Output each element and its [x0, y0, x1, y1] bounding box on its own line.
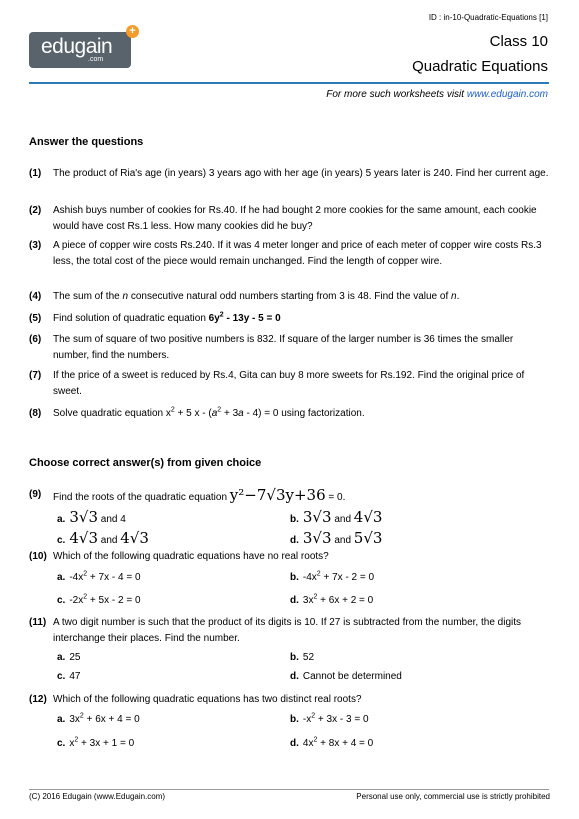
- question-10: [29, 549, 549, 565]
- question-text: The sum of the n consecutive natural odd numbers starting from 3 is 48. Find the value of n.: [53, 291, 460, 302]
- question-text: Which of the following quadratic equations has two distinct real roots?: [53, 694, 362, 705]
- question-text: The sum of square of two positive numbers is 832. If square of the larger number is 36 times the smaller number, find the numbers.: [53, 334, 514, 361]
- question-text: If the price of a sweet is reduced by Rs.4, Gita can buy 8 more sweets for Rs.192. Find the original price of sweet.: [53, 370, 525, 397]
- option-9b[interactable]: b. 3√3 and 4√3: [290, 508, 383, 526]
- option-10b[interactable]: b. $-4x^2 + 7x - 2 = 0$: [290, 570, 375, 583]
- question-6: [29, 332, 549, 364]
- question-8: [29, 406, 549, 422]
- question-number: (9): [29, 489, 42, 500]
- question-number: (6): [29, 334, 42, 345]
- logo-wordmark: edugain: [41, 35, 113, 58]
- option-12b[interactable]: b. $-x^2 + 3x - 3 = 0$: [290, 712, 369, 725]
- class-label: Class 10: [489, 33, 548, 50]
- question-text: A two digit number is such that the product of its digits is 10. If 27 is subtracted from the number, the digits interchange their places. Find the number.: [53, 617, 522, 644]
- section-title-answer: Answer the questions: [29, 136, 144, 148]
- option-10a[interactable]: a. $-4x^2 + 7x - 4 = 0$: [57, 570, 141, 583]
- question-7: [29, 368, 549, 400]
- footer-divider: [29, 789, 549, 790]
- option-9d[interactable]: d. 3√3 and 5√3: [290, 529, 383, 547]
- question-9: [29, 487, 549, 506]
- question-text: Find solution of quadratic equation $6y^2 - 13y - 5 = 0$: [53, 311, 281, 324]
- question-text: A piece of copper wire costs Rs.240. If it was 4 meter longer and price of each meter of copper wire costs Rs.3 less, the total cost of the piece would remain unchanged. Find the length of copper wire.: [53, 240, 542, 267]
- equation: y²−7√3y+36: [229, 486, 326, 504]
- question-5: [29, 311, 549, 327]
- question-number: (11): [29, 617, 47, 628]
- question-number: (2): [29, 205, 42, 216]
- question-1: [29, 166, 549, 182]
- question-number: (3): [29, 240, 42, 251]
- more-worksheets: For more such worksheets visit www.edugain.com: [326, 89, 548, 100]
- option-11c[interactable]: c. 47: [57, 671, 81, 682]
- question-3: [29, 238, 549, 270]
- footer-copyright: (C) 2016 Edugain (www.Edugain.com): [29, 792, 166, 801]
- question-number: (1): [29, 168, 42, 179]
- option-11b[interactable]: b. 52: [290, 652, 315, 663]
- footer-notice: Personal use only, commercial use is strictly prohibited: [356, 792, 550, 801]
- question-12: [29, 692, 549, 708]
- question-text: Ashish buys number of cookies for Rs.40. If he had bought 2 more cookies for the same amount, each cookie would have cost Rs.1 less. How many cookies did he buy?: [53, 205, 537, 232]
- question-2: [29, 203, 549, 235]
- question-text: Which of the following quadratic equations have no real roots?: [53, 551, 329, 562]
- header-divider: [29, 82, 549, 84]
- plus-icon: +: [126, 25, 139, 38]
- worksheet-id: ID : in-10-Quadratic-Equations [1]: [428, 13, 548, 22]
- question-text: Solve quadratic equation $x^2 + 5$ $x - (a^2 + 3a - 4) = 0$ using factorization.: [53, 406, 365, 419]
- question-11: [29, 615, 549, 647]
- option-12d[interactable]: d. $4x^2 + 8x + 4 = 0$: [290, 736, 374, 749]
- edugain-logo[interactable]: [29, 25, 136, 68]
- option-11d[interactable]: d. Cannot be determined: [290, 671, 402, 682]
- section-title-choose: Choose correct answer(s) from given choice: [29, 457, 262, 469]
- question-number: (8): [29, 408, 42, 419]
- question-number: (4): [29, 291, 42, 302]
- option-10d[interactable]: d. $3x^2 + 6x + 2 = 0$: [290, 593, 374, 606]
- subject-title: Quadratic Equations: [412, 58, 548, 75]
- option-12a[interactable]: a. $3x^2 + 6x + 4 = 0$: [57, 712, 140, 725]
- question-number: (5): [29, 313, 42, 324]
- option-11a[interactable]: a. 25: [57, 652, 81, 663]
- edugain-link[interactable]: www.edugain.com: [466, 89, 548, 100]
- logo-com: .com: [88, 56, 104, 63]
- question-number: (10): [29, 551, 47, 562]
- question-number: (7): [29, 370, 42, 381]
- option-10c[interactable]: c. $-2x^2 + 5x - 2 = 0$: [57, 593, 141, 606]
- question-number: (12): [29, 694, 47, 705]
- question-text: Find the roots of the quadratic equation y²−7√3y+36 = 0.: [53, 486, 346, 504]
- option-9a[interactable]: a. 3√3 and 4: [57, 508, 126, 526]
- question-text: The product of Ria's age (in years) 3 years ago with her age (in years) 5 years later is 240. Find her current age.: [53, 168, 549, 179]
- option-12c[interactable]: c. $x^2 + 3x + 1 = 0$: [57, 736, 135, 749]
- question-4: [29, 289, 549, 305]
- option-9c[interactable]: c. 4√3 and 4√3: [57, 529, 149, 547]
